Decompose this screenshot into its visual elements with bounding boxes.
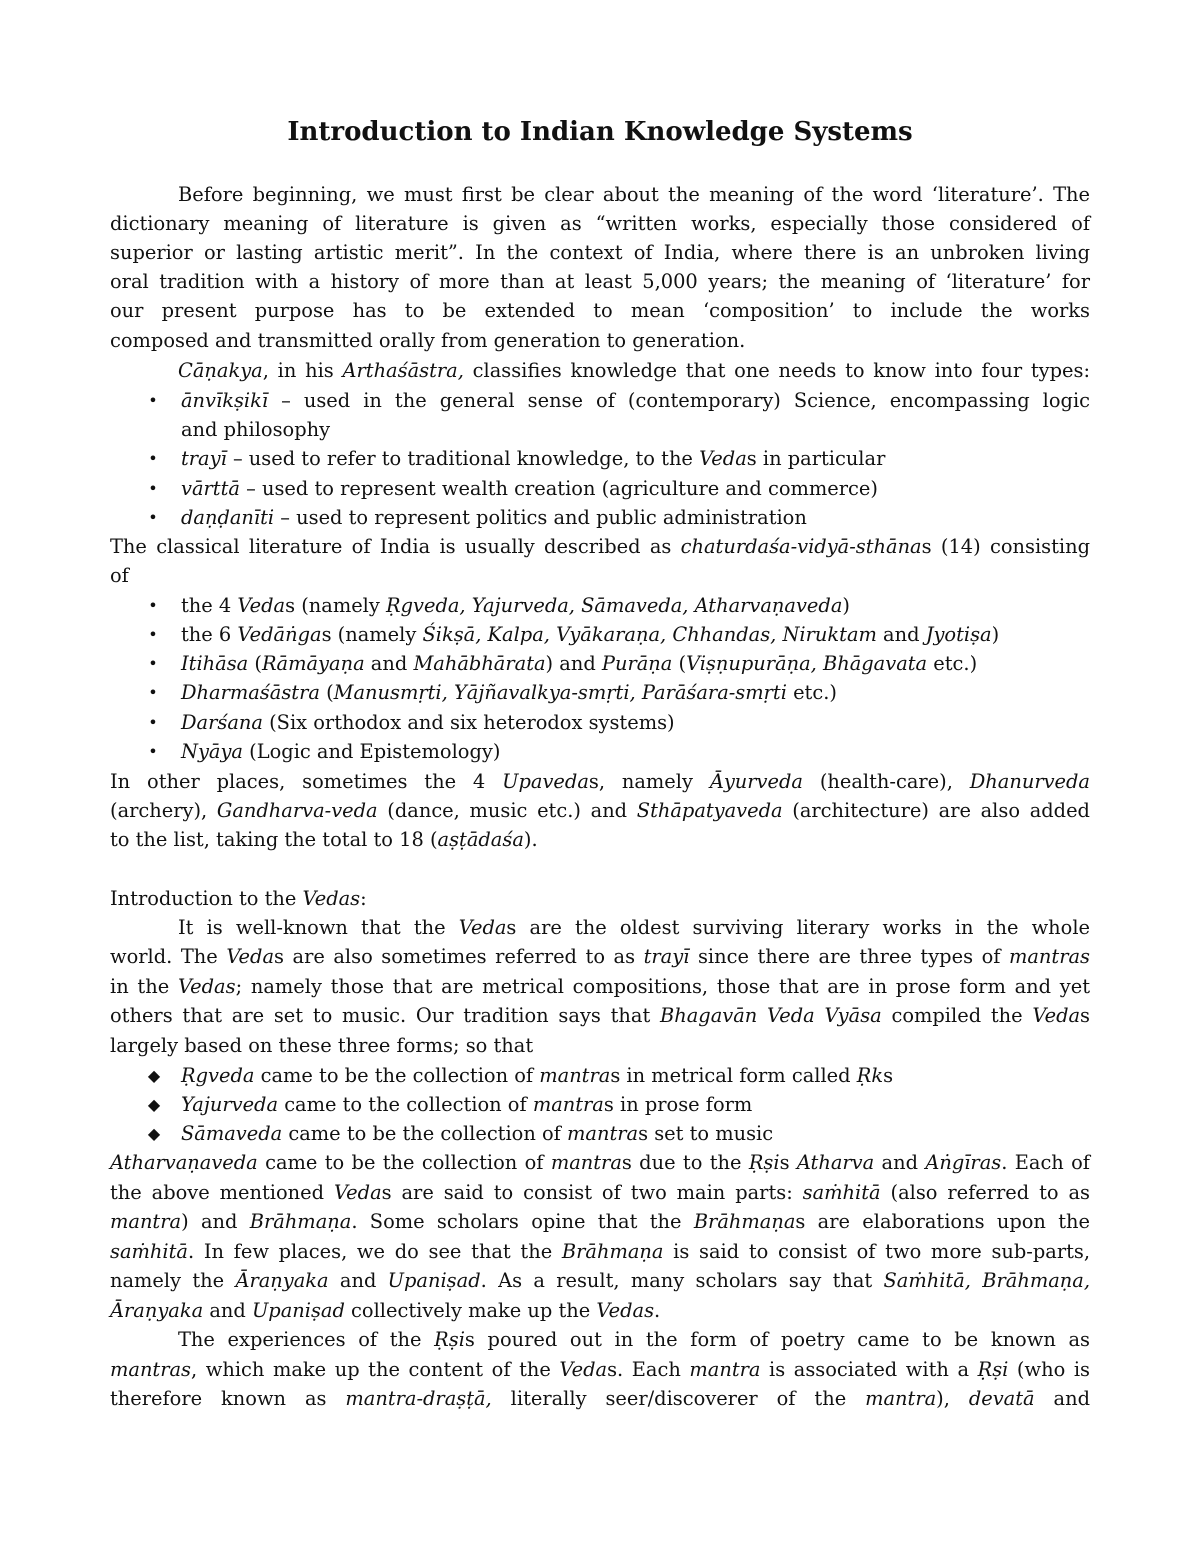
- paragraph-line: Before beginning, we must first be clear about the meaning of the word ‘literature’. The: [178, 183, 1090, 206]
- paragraph-line: Cāṇakya, in his Arthaśāstra, classifies knowledge that one needs to know into four types:: [178, 359, 1090, 382]
- bullet-icon: •: [148, 508, 158, 527]
- paragraph-line: dictionary meaning of literature is given as “written works, especially those considered of: [110, 212, 1090, 235]
- paragraph-line: It is well-known that the Vedas are the oldest surviving literary works in the whole: [178, 916, 1091, 939]
- paragraph-line: (archery), Gandharva-veda (dance, music etc.) and Sthāpatyaveda (architecture) are also added: [110, 799, 1090, 822]
- paragraph-line: Āraṇyaka and Upaniṣad collectively make up the Vedas.: [110, 1299, 661, 1322]
- bullet-icon: •: [148, 683, 158, 702]
- paragraph-line: In other places, sometimes the 4 Upavedas, namely Āyurveda (health-care), Dhanurveda: [110, 770, 1090, 793]
- list-item: the 6 Vedāṅgas (namely Śikṣā, Kalpa, Vyākaraṇa, Chhandas, Niruktam and Jyotiṣa): [181, 623, 1000, 646]
- list-item: trayī – used to refer to traditional knowledge, to the Vedas in particular: [181, 447, 886, 470]
- list-item: daṇḍanīti – used to represent politics and public administration: [181, 506, 807, 529]
- paragraph-line: oral tradition with a history of more than at least 5,000 years; the meaning of ‘literature’ for: [110, 270, 1090, 293]
- paragraph-line: to the list, taking the total to 18 (aṣṭādaśa).: [110, 828, 538, 851]
- list-item: vārttā – used to represent wealth creation (agriculture and commerce): [181, 477, 878, 500]
- paragraph-line: superior or lasting artistic merit”. In the context of India, where there is an unbroken living: [110, 241, 1090, 264]
- bullet-icon: •: [148, 479, 158, 498]
- paragraph-line: The experiences of the Ṛṣis poured out in the form of poetry came to be known as: [178, 1328, 1090, 1351]
- list-item: Nyāya (Logic and Epistemology): [181, 740, 501, 763]
- page-title: Introduction to Indian Knowledge Systems: [287, 117, 913, 147]
- list-item: the 4 Vedas (namely Ṛgveda, Yajurveda, Sāmaveda, Atharvaṇaveda): [181, 594, 850, 617]
- paragraph-line: our present purpose has to be extended to mean ‘composition’ to include the works: [110, 299, 1090, 322]
- diamond-bullet-icon: ◆: [147, 1066, 161, 1085]
- paragraph-line: The classical literature of India is usually described as chaturdaśa-vidyā-sthānas (14) consisting: [110, 535, 1091, 558]
- bullet-icon: •: [148, 742, 158, 761]
- bullet-icon: •: [148, 596, 158, 615]
- paragraph-line: saṁhitā. In few places, we do see that the Brāhmaṇa is said to consist of two more sub-parts,: [110, 1240, 1090, 1263]
- paragraph-line: largely based on these three forms; so that: [110, 1034, 534, 1057]
- paragraph-line: therefore known as mantra-draṣṭā, literally seer/discoverer of the mantra), devatā and: [110, 1387, 1090, 1410]
- paragraph-line: composed and transmitted orally from generation to generation.: [110, 329, 746, 352]
- diamond-bullet-icon: ◆: [147, 1124, 161, 1143]
- bullet-icon: •: [148, 713, 158, 732]
- list-item: Ṛgveda came to be the collection of mantras in metrical form called Ṛks: [181, 1064, 894, 1087]
- paragraph-line: mantras, which make up the content of the Vedas. Each mantra is associated with a Ṛṣi (who is: [110, 1358, 1090, 1381]
- diamond-bullet-icon: ◆: [147, 1095, 161, 1114]
- bullet-icon: •: [148, 625, 158, 644]
- paragraph-line: mantra) and Brāhmaṇa. Some scholars opine that the Brāhmaṇas are elaborations upon the: [110, 1210, 1090, 1233]
- paragraph-line: others that are set to music. Our tradition says that Bhagavān Veda Vyāsa compiled the Vedas: [110, 1004, 1090, 1027]
- list-item: Darśana (Six orthodox and six heterodox systems): [181, 711, 675, 734]
- paragraph-line: namely the Āraṇyaka and Upaniṣad. As a result, many scholars say that Saṁhitā, Brāhmaṇa,: [110, 1269, 1090, 1292]
- paragraph-line: of: [110, 564, 129, 587]
- list-item: Dharmaśāstra (Manusmṛti, Yājñavalkya-smṛti, Parāśara-smṛti etc.): [181, 681, 837, 704]
- list-item: Itihāsa (Rāmāyaṇa and Mahābhārata) and Purāṇa (Viṣṇupurāṇa, Bhāgavata etc.): [181, 652, 978, 675]
- list-item: Sāmaveda came to be the collection of mantras set to music: [181, 1122, 774, 1145]
- paragraph-line: in the Vedas; namely those that are metrical compositions, those that are in prose form and yet: [110, 975, 1091, 998]
- list-item: Yajurveda came to the collection of mantras in prose form: [181, 1093, 753, 1116]
- list-item-continuation: and philosophy: [181, 418, 331, 441]
- list-item: ānvīkṣikī – used in the general sense of (contemporary) Science, encompassing logic: [181, 389, 1090, 412]
- paragraph-line: the above mentioned Vedas are said to consist of two main parts: saṁhitā (also referred to as: [110, 1181, 1090, 1204]
- bullet-icon: •: [148, 654, 158, 673]
- section-heading: Introduction to the Vedas:: [110, 887, 367, 910]
- paragraph-line: world. The Vedas are also sometimes referred to as trayī since there are three types of mantras: [110, 945, 1090, 968]
- bullet-icon: •: [148, 391, 158, 410]
- paragraph-line: Atharvaṇaveda came to be the collection of mantras due to the Ṛṣis Atharva and Aṅgīras. Each of: [110, 1151, 1090, 1174]
- bullet-icon: •: [148, 449, 158, 468]
